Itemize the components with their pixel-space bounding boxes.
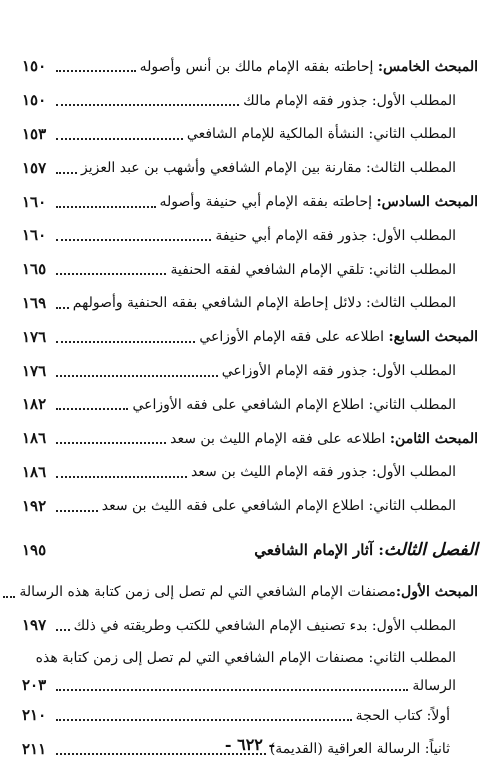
toc-entry-title: ثانياً: الرسالة العراقية (القديمة) (269, 741, 450, 758)
toc-entry-lead: المبحث الثامن: (389, 430, 478, 447)
toc-entry-title: المطلب الثاني: اطلاع الإمام الشافعي على فقه الأوزاعي (132, 396, 456, 413)
toc-entry-title: اطلاعه على فقه الإمام الليث بن سعد (170, 430, 390, 447)
toc-entry (22, 151, 478, 185)
toc-page-number: ١٥٠ (22, 57, 47, 76)
leader-dots (56, 509, 98, 512)
toc-entry (22, 456, 478, 490)
toc-entry (22, 50, 478, 84)
toc-page-number: ٢١٠ (22, 706, 47, 725)
leader-dots (56, 688, 408, 691)
toc-page-number: ١٦٩ (22, 293, 47, 312)
leader-dots (3, 595, 15, 598)
toc-entry-title-line1: المطلب الثاني: مصنفات الإمام الشافعي التي لم تصل إلى زمن كتابة هذه (35, 649, 456, 666)
toc-page-number: ١٩٧ (22, 616, 47, 635)
toc-entry-label (222, 364, 456, 378)
toc-entry (22, 354, 478, 388)
leader-dots (56, 441, 166, 444)
leader-dots (56, 475, 187, 478)
toc-page-number: ١٦٠ (22, 226, 47, 245)
toc-entry-label (170, 432, 478, 446)
toc-entry-title: المطلب الثاني: تلقي الإمام الشافعي لفقه الحنفية (170, 261, 456, 278)
toc-entry-label (191, 465, 456, 479)
toc-entry (19, 575, 478, 609)
toc-entry-label (102, 499, 456, 513)
chapter-title: : آثار الإمام الشافعي (254, 541, 384, 560)
leader-dots (56, 628, 70, 631)
table-of-contents (19, 50, 478, 766)
toc-entry-label (356, 709, 450, 723)
toc-page-number: ١٥٧ (22, 158, 47, 177)
toc-entry-label (19, 585, 478, 599)
toc-entry (22, 489, 478, 523)
toc-page-number: ١٥٣ (22, 124, 47, 143)
toc-entry-label (81, 161, 456, 175)
toc-entry-wrapped (22, 643, 478, 699)
leader-dots (56, 718, 352, 721)
toc-entry-label (132, 398, 456, 412)
toc-entry (22, 422, 478, 456)
toc-entry (22, 699, 478, 733)
chapter-heading (22, 525, 478, 575)
toc-page-number: ١٦٠ (22, 192, 47, 211)
toc-entry-lead: المبحث الخامس: (377, 58, 478, 75)
toc-page-number: ١٨٢ (22, 395, 47, 414)
toc-page-number: ٢١١ (22, 739, 47, 758)
toc-page-number: ١٧٦ (22, 361, 47, 380)
toc-entry-title: المطلب الأول: بدء تصنيف الإمام الشافعي للكتب وطريقته في ذلك (73, 617, 456, 634)
toc-entry-title: إحاطته بفقه الإمام مالك بن أنس وأصوله (139, 58, 378, 75)
toc-entry-label (140, 60, 478, 74)
toc-entry-title-line2: الرسالة (412, 677, 456, 694)
toc-entry-title: المطلب الأول: جذور فقه الإمام مالك (243, 92, 456, 109)
leader-dots (56, 306, 69, 309)
leader-dots (56, 407, 128, 410)
toc-entry-title: المطلب الأول: جذور فقه الإمام الليث بن سعد (190, 464, 456, 481)
toc-entry-title: اطلاعه على فقه الإمام الأوزاعي (199, 329, 389, 346)
toc-entry (22, 320, 478, 354)
toc-page-number: ١٨٦ (22, 429, 47, 448)
toc-page-number: ١٨٦ (22, 462, 47, 481)
toc-entry-label (74, 619, 456, 633)
toc-page-number: ١٧٦ (22, 327, 47, 346)
leader-dots (56, 69, 136, 72)
leader-dots (56, 205, 156, 208)
chapter-name: الفصل الثالث (383, 540, 478, 561)
toc-entry-label (199, 330, 478, 344)
toc-entry-title: المطلب الأول: جذور فقه الإمام الأوزاعي (221, 363, 456, 380)
toc-entry (22, 609, 478, 643)
page-footer-number: - ٦٢٢ - (224, 735, 276, 754)
leader-dots (56, 272, 166, 275)
toc-entry-title: المطلب الثاني: النشأة المالكية للإمام الشافعي (186, 126, 456, 143)
toc-entry (22, 185, 478, 219)
toc-entry (22, 388, 478, 422)
toc-page-number: ٢٠٣ (22, 676, 47, 695)
toc-entry (22, 219, 478, 253)
toc-entry-title: المطلب الأول: جذور فقه الإمام أبي حنيفة (215, 227, 456, 244)
toc-entry (22, 84, 478, 118)
toc-entry-title: المطلب الثاني: اطلاع الإمام الشافعي على فقه الليث بن سعد (101, 498, 456, 515)
toc-entry-title: المطلب الثالث: مقارنة بين الإمام الشافعي وأشهب بن عبد العزيز (81, 160, 456, 177)
toc-entry-title: أولاً: كتاب الحجة (355, 707, 450, 724)
toc-entry-lead: المبحث الأول: (395, 584, 478, 601)
toc-page-number: ١٥٠ (22, 91, 47, 110)
toc-entry (22, 253, 478, 287)
toc-entry-title: مصنفات الإمام الشافعي التي لم تصل إلى زمن كتابة هذه الرسالة (19, 584, 396, 601)
chapter-page-number: ١٩٥ (22, 541, 47, 560)
toc-entry-label (243, 94, 456, 108)
toc-entry-label (73, 296, 456, 310)
leader-dots (56, 103, 239, 106)
leader-dots (56, 340, 195, 343)
toc-entry-lead: المبحث السابع: (388, 329, 478, 346)
leader-dots (56, 374, 218, 377)
leader-dots (56, 137, 183, 140)
toc-page-number: ١٦٥ (22, 260, 47, 279)
toc-entry (22, 118, 478, 152)
toc-entry-label (215, 229, 456, 243)
toc-entry-lead: المبحث السادس: (376, 194, 478, 211)
leader-dots (56, 171, 77, 174)
leader-dots (56, 238, 211, 241)
toc-page-number: ١٩٢ (22, 496, 47, 515)
toc-entry-title: المطلب الثالث: دلائل إحاطة الإمام الشافعي بفقه الحنفية وأصولهم (72, 295, 456, 312)
toc-entry-label (170, 263, 456, 277)
toc-entry (22, 287, 478, 321)
toc-entry-label (187, 127, 456, 141)
toc-entry-label (160, 195, 479, 209)
toc-entry-title: إحاطته بفقه الإمام أبي حنيفة وأصوله (159, 194, 377, 211)
